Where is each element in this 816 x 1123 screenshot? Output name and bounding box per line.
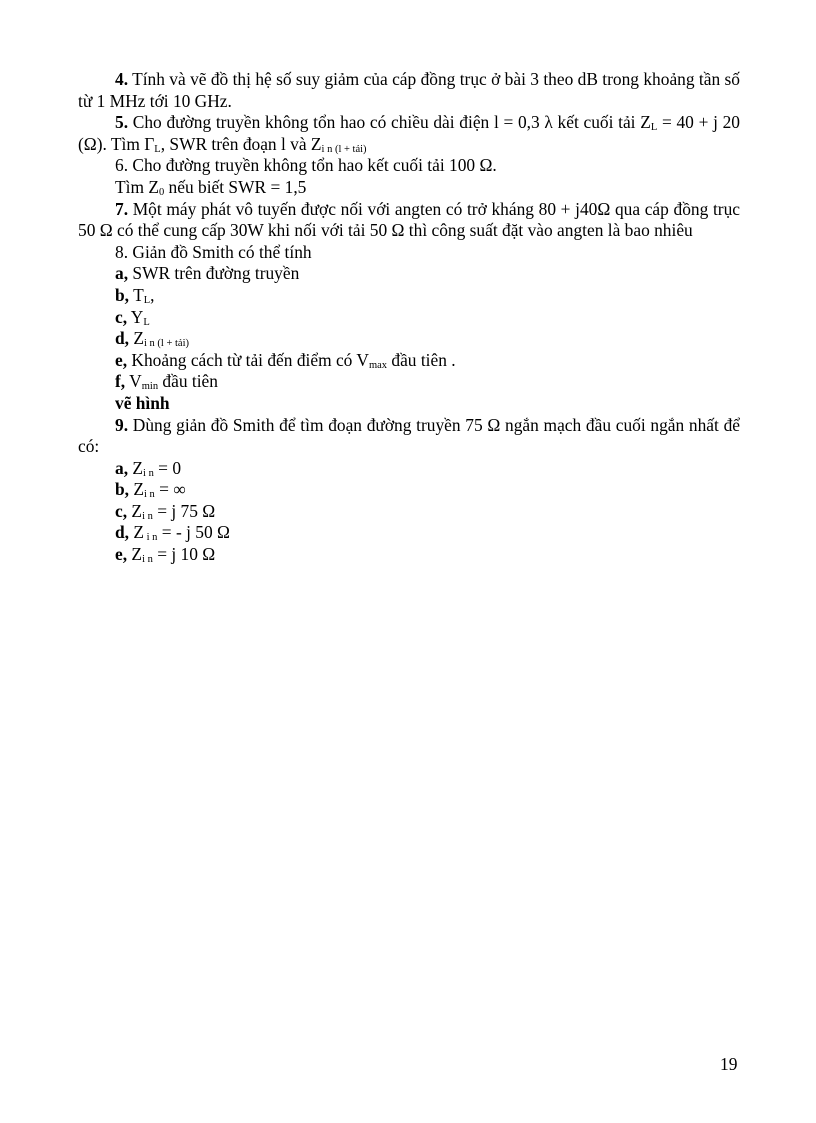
question-6: 6. Cho đường truyền không tổn hao kết cuối tải 100 Ω. <box>115 155 497 176</box>
item-label: d, <box>115 328 130 349</box>
question-9-item <box>78 522 740 544</box>
item-label: e, <box>115 544 128 565</box>
item-text: , <box>150 284 155 305</box>
subscript: L <box>143 316 150 328</box>
item-text: = 0 <box>153 457 182 478</box>
question-8-draw-note: vẽ hình <box>115 392 170 413</box>
question-9-item <box>78 501 740 523</box>
item-label: d, <box>115 522 130 543</box>
question-9-item <box>78 544 740 566</box>
item-text: Z <box>129 522 145 543</box>
question-number: 4. <box>115 69 129 89</box>
item-text: Z <box>129 328 145 349</box>
item-text: Z <box>129 479 145 500</box>
question-text: Dùng giản đồ Smith để tìm đoạn đường truyền 75 Ω ngắn mạch đầu cuối ngắn nhất để có: <box>78 414 740 457</box>
question-8-item-a <box>78 263 740 285</box>
question-number: 5. <box>115 112 129 133</box>
question-text: nếu biết SWR = 1,5 <box>164 176 307 197</box>
question-8-item-f <box>78 371 740 393</box>
subscript: i n <box>142 510 153 522</box>
question-9-item <box>78 458 740 480</box>
subscript: 0 <box>158 186 165 198</box>
document-body <box>78 69 740 566</box>
question-text: Tìm Z <box>115 176 159 197</box>
subscript: L <box>154 143 161 155</box>
question-9-items <box>78 458 740 566</box>
question-8-title: 8. Giản đồ Smith có thể tính <box>115 241 312 262</box>
item-text: = j 75 Ω <box>152 500 216 521</box>
item-text: V <box>125 371 142 392</box>
question-8-item-e <box>78 350 740 372</box>
question-8-item-c <box>78 307 740 329</box>
item-label: b, <box>115 479 130 500</box>
item-label: c, <box>115 500 128 521</box>
question-text: , SWR trên đoạn l và Z <box>160 133 322 154</box>
subscript: i n <box>144 489 155 501</box>
item-label: a, <box>115 457 129 478</box>
page-number: 19 <box>720 1054 738 1074</box>
question-9 <box>78 415 740 458</box>
question-6-line-2 <box>78 177 740 199</box>
question-8-item-b <box>78 285 740 307</box>
subscript: min <box>141 381 159 393</box>
subscript: i n <box>143 467 154 479</box>
question-4 <box>78 69 740 112</box>
item-text: Z <box>127 500 143 521</box>
item-text: Z <box>127 544 143 565</box>
subscript: i n (l + tải) <box>144 338 190 350</box>
item-text: đầu tiên <box>158 371 218 392</box>
item-text: Khoảng cách từ tải đến điểm có V <box>127 349 369 370</box>
item-label: f, <box>115 371 126 392</box>
question-7 <box>78 199 740 242</box>
question-number: 7. <box>115 198 129 219</box>
subscript: i n <box>144 532 158 544</box>
item-text: T <box>129 284 144 305</box>
question-text: = 40 + j 20 (Ω). Tìm Γ <box>78 112 740 154</box>
item-label: b, <box>115 284 130 305</box>
item-text: Y <box>127 306 144 327</box>
item-text: SWR trên đường truyền <box>128 263 300 284</box>
item-text: = j 10 Ω <box>152 544 216 565</box>
item-text: Z <box>128 457 144 478</box>
item-label: e, <box>115 349 128 370</box>
item-label: a, <box>115 263 129 284</box>
item-text: đầu tiên . <box>387 349 456 370</box>
question-text: Một máy phát vô tuyến được nối với angten có trở kháng 80 + j40Ω qua cáp đồng trục 50 Ω có thể cung cấp 30W khi nối với tải 50 Ω thì công suất đặt vào angten là bao nhiêu <box>78 198 740 241</box>
question-5 <box>78 112 740 155</box>
subscript: i n (l + tải) <box>321 143 367 155</box>
subscript: i n <box>142 554 153 566</box>
question-9-item <box>78 479 740 501</box>
question-text: Tính và vẽ đồ thị hệ số suy giảm của cáp đồng trục ở bài 3 theo dB trong khoảng tần số từ 1 MHz tới 10 GHz. <box>78 69 740 111</box>
item-text: = ∞ <box>154 479 186 500</box>
question-8-item-d <box>78 328 740 350</box>
item-text: = - j 50 Ω <box>157 522 230 543</box>
subscript: L <box>650 122 658 134</box>
question-number: 9. <box>115 414 129 435</box>
item-label: c, <box>115 306 128 327</box>
question-text: Cho đường truyền không tổn hao có chiều dài điện l = 0,3 λ kết cuối tải Z <box>132 112 651 133</box>
subscript: L <box>143 294 151 306</box>
subscript: max <box>368 359 388 371</box>
